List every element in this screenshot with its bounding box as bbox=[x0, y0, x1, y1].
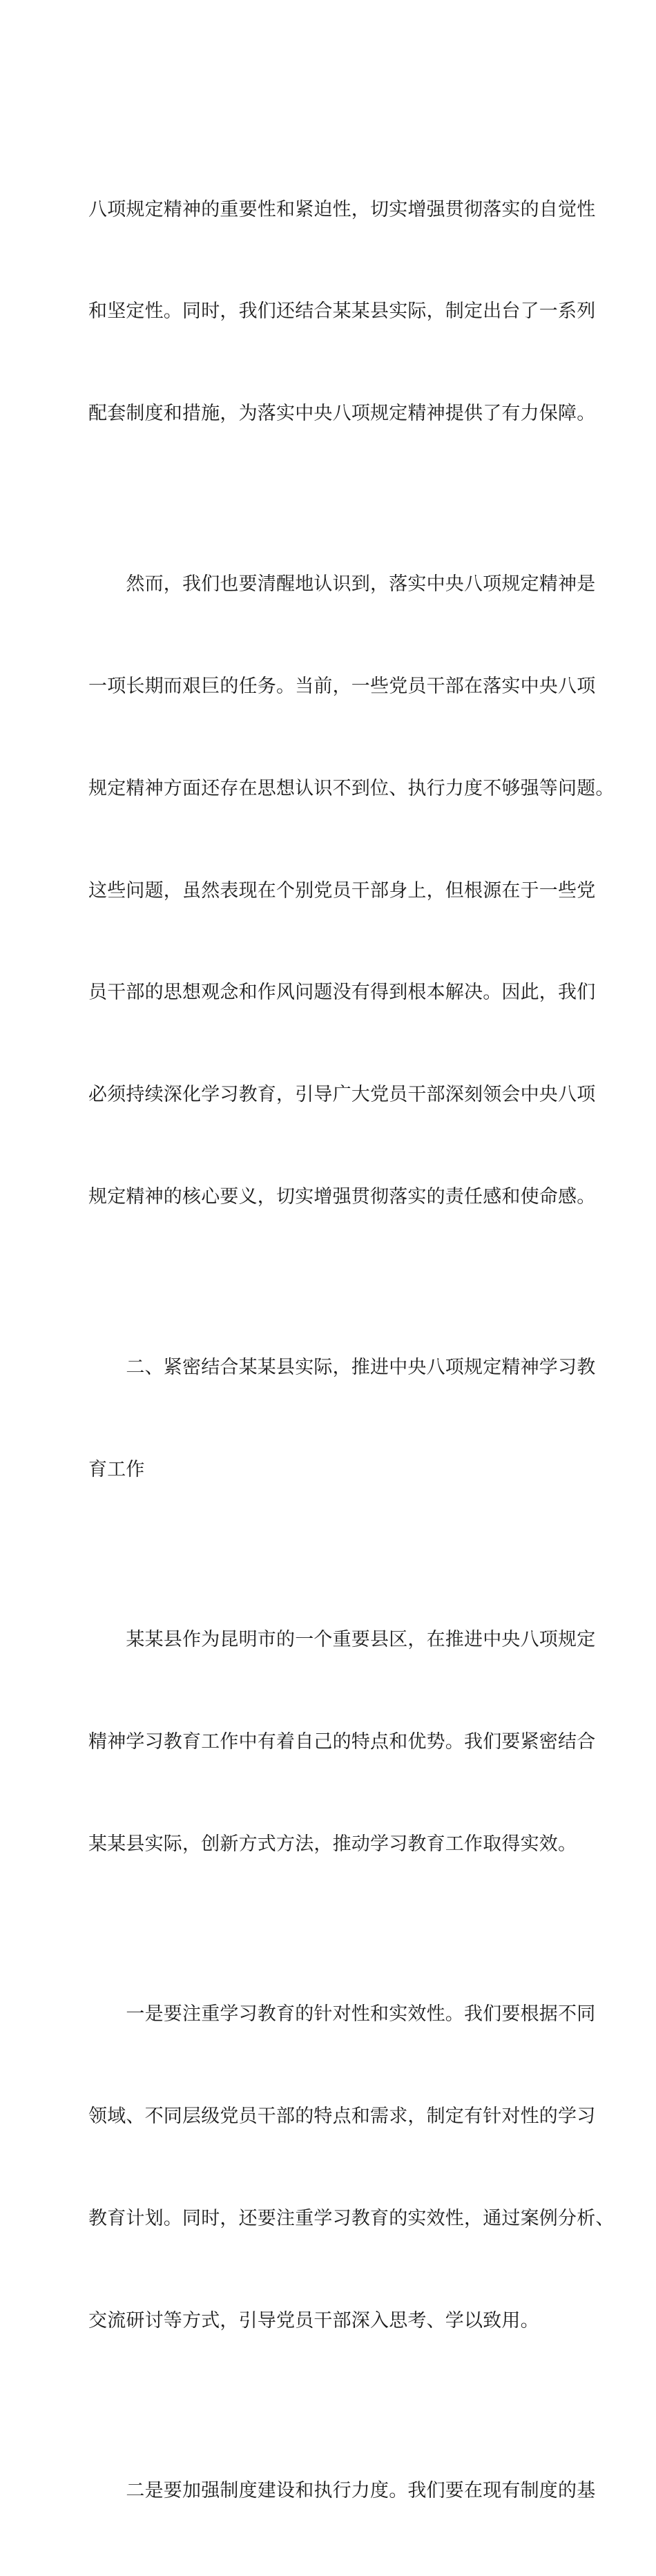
paragraph-county bbox=[88, 1554, 596, 1929]
heading-line: 育工作 bbox=[88, 1458, 145, 1480]
paragraph-however bbox=[88, 499, 615, 1282]
text-line: 某某县实际，创新方式方法，推动学习教育工作取得实效。 bbox=[88, 1833, 577, 1855]
text-line: 精神学习教育工作中有着自己的特点和优势。我们要紧密结合 bbox=[88, 1730, 596, 1753]
text-line: 必须持续深化学习教育，引导广大党员干部深刻领会中央八项 bbox=[88, 1084, 596, 1106]
text-line: 配套制度和措施，为落实中央八项规定精神提供了有力保障。 bbox=[88, 403, 596, 425]
heading-line: 二、紧密结合某某县实际，推进中央八项规定精神学习教 bbox=[88, 1356, 596, 1378]
section-heading bbox=[88, 1282, 596, 1554]
text-line: 这些问题，虽然表现在个别党员干部身上，但根源在于一些党 bbox=[88, 879, 596, 901]
text-line: 然而，我们也要清醒地认识到，落实中央八项规定精神是 bbox=[88, 573, 596, 595]
text-line: 八项规定精神的重要性和紧迫性，切实增强贯彻落实的自觉性 bbox=[88, 198, 596, 220]
text-line: 和坚定性。同时，我们还结合某某县实际，制定出台了一系列 bbox=[88, 300, 596, 323]
text-line: 员干部的思想观念和作风问题没有得到根本解决。因此，我们 bbox=[88, 982, 596, 1004]
document-body bbox=[88, 124, 615, 2576]
text-line: 规定精神方面还存在思想认识不到位、执行力度不够强等问题。 bbox=[88, 777, 615, 799]
paragraph-point-one bbox=[88, 1929, 615, 2406]
text-line: 规定精神的核心要义，切实增强贯彻落实的责任感和使命感。 bbox=[88, 1186, 596, 1208]
text-line: 一是要注重学习教育的针对性和实效性。我们要根据不同 bbox=[88, 2003, 596, 2025]
paragraph-point-two bbox=[88, 2406, 596, 2576]
paragraph-continuation bbox=[88, 124, 596, 499]
text-line: 教育计划。同时，还要注重学习教育的实效性，通过案例分析、 bbox=[88, 2208, 615, 2230]
text-line: 一项长期而艰巨的任务。当前，一些党员干部在落实中央八项 bbox=[88, 675, 596, 697]
text-line: 领域、不同层级党员干部的特点和需求，制定有针对性的学习 bbox=[88, 2106, 596, 2128]
text-line: 某某县作为昆明市的一个重要县区，在推进中央八项规定 bbox=[88, 1629, 596, 1651]
text-line: 二是要加强制度建设和执行力度。我们要在现有制度的基 bbox=[88, 2480, 596, 2502]
text-line: 交流研讨等方式，引导党员干部深入思考、学以致用。 bbox=[88, 2310, 539, 2331]
